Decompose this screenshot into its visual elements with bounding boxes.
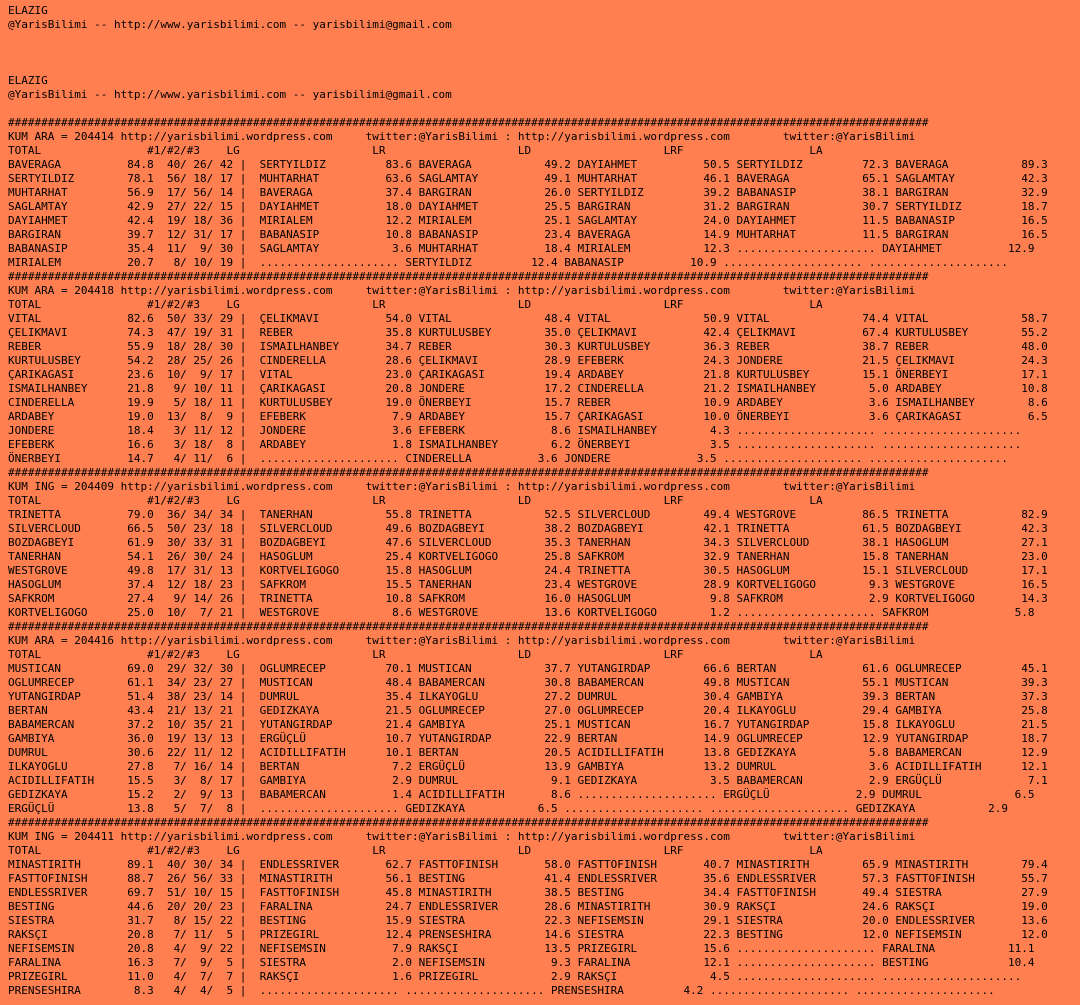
text-line: ELAZIG <box>8 74 48 87</box>
text-line: ARDABEY 19.0 13/ 8/ 9 | EFEBERK 7.9 ARDABEY 15.7 ÇARIKAGASI 10.0 ÖNERBEYI 3.6 ÇARIKAGASI 6.5 <box>8 410 1048 423</box>
text-line: GEDIZKAYA 15.2 2/ 9/ 13 | BABAMERCAN 1.4 ACIDILLIFATIH 8.6 ..................... ERGÜÇLÜ 2.9 DUMRUL 6.5 <box>8 788 1035 801</box>
text-line: PRIZEGIRL 11.0 4/ 7/ 7 | RAKSÇI 1.6 PRIZEGIRL 2.9 RAKSÇI 4.5 ..................... ..................... <box>8 970 1022 983</box>
text-line: REBER 55.9 18/ 28/ 30 | ISMAILHANBEY 34.7 REBER 30.3 KURTULUSBEY 36.3 REBER 38.7 REBER 48.0 <box>8 340 1048 353</box>
text-line: KUM ING = 204409 http://yarisbilimi.wordpress.com twitter:@YarisBilimi : http://yarisbilimi.wordpress.com twitter:@YarisBilimi <box>8 480 916 493</box>
text-line: CINDERELLA 19.9 5/ 18/ 11 | KURTULUSBEY 19.0 ÖNERBEYI 15.7 REBER 10.9 ARDABEY 3.6 ISMAILHANBEY 8.6 <box>8 396 1048 409</box>
text-line: @YarisBilimi -- http://www.yarisbilimi.com -- yarisbilimi@gmail.com <box>8 88 452 101</box>
text-line <box>8 60 1080 74</box>
text-line: ÖNERBEYI 14.7 4/ 11/ 6 | ..................... CINDERELLA 3.6 JONDERE 3.5 ..................... ..................... <box>8 452 1009 465</box>
text-line: HASOGLUM 37.4 12/ 18/ 23 | SAFKROM 15.5 TANERHAN 23.4 WESTGROVE 28.9 KORTVELIGOGO 9.3 WESTGROVE 16.5 <box>8 578 1048 591</box>
text-line: TRINETTA 79.0 36/ 34/ 34 | TANERHAN 55.8 TRINETTA 52.5 SILVERCLOUD 49.4 WESTGROVE 86.5 TRINETTA 82.9 <box>8 508 1048 521</box>
text-line <box>8 46 1080 60</box>
text-line: ########################################################################################################################################### <box>8 116 929 129</box>
text-line: FARALINA 16.3 7/ 9/ 5 | SIESTRA 2.0 NEFISEMSIN 9.3 FARALINA 12.1 ..................... BESTING 10.4 <box>8 956 1035 969</box>
text-line: TOTAL #1/#2/#3 LG LR LD LRF LA <box>8 298 823 311</box>
text-line: KUM ING = 204411 http://yarisbilimi.wordpress.com twitter:@YarisBilimi : http://yarisbilimi.wordpress.com twitter:@YarisBilimi <box>8 830 916 843</box>
text-line: OGLUMRECEP 61.1 34/ 23/ 27 | MUSTICAN 48.4 BABAMERCAN 30.8 BABAMERCAN 49.8 MUSTICAN 55.1 MUSTICAN 39.3 <box>8 676 1048 689</box>
text-line: GAMBIYA 36.0 19/ 13/ 13 | ERGÜÇLÜ 10.7 YUTANGIRDAP 22.9 BERTAN 14.9 OGLUMRECEP 12.9 YUTANGIRDAP 18.7 <box>8 732 1048 745</box>
text-line: BAVERAGA 84.8 40/ 26/ 42 | SERTYILDIZ 83.6 BAVERAGA 49.2 DAYIAHMET 50.5 SERTYILDIZ 72.3 BAVERAGA 89.3 <box>8 158 1048 171</box>
text-line: MUSTICAN 69.0 29/ 32/ 30 | OGLUMRECEP 70.1 MUSTICAN 37.7 YUTANGIRDAP 66.6 BERTAN 61.6 OGLUMRECEP 45.1 <box>8 662 1048 675</box>
text-line: FASTTOFINISH 88.7 26/ 56/ 33 | MINASTIRITH 56.1 BESTING 41.4 ENDLESSRIVER 35.6 ENDLESSRIVER 57.3 FASTTOFINISH 55.7 <box>8 872 1048 885</box>
text-line: ACIDILLIFATIH 15.5 3/ 8/ 17 | GAMBIYA 2.9 DUMRUL 9.1 GEDIZKAYA 3.5 BABAMERCAN 2.9 ERGÜÇLÜ 7.1 <box>8 774 1048 787</box>
text-line <box>8 32 1080 46</box>
text-line: KUM ARA = 204414 http://yarisbilimi.wordpress.com twitter:@YarisBilimi : http://yarisbilimi.wordpress.com twitter:@YarisBilimi <box>8 130 916 143</box>
text-line: TOTAL #1/#2/#3 LG LR LD LRF LA <box>8 844 823 857</box>
text-line: ########################################################################################################################################### <box>8 270 929 283</box>
text-line: SERTYILDIZ 78.1 56/ 18/ 17 | MUHTARHAT 63.6 SAGLAMTAY 49.1 MUHTARHAT 46.1 BAVERAGA 65.1 SAGLAMTAY 42.3 <box>8 172 1048 185</box>
text-line: KURTULUSBEY 54.2 28/ 25/ 26 | CINDERELLA 28.6 ÇELIKMAVI 28.9 EFEBERK 24.3 JONDERE 21.5 ÇELIKMAVI 24.3 <box>8 354 1048 367</box>
text-line <box>8 102 1080 116</box>
text-line: DUMRUL 30.6 22/ 11/ 12 | ACIDILLIFATIH 10.1 BERTAN 20.5 ACIDILLIFATIH 13.8 GEDIZKAYA 5.8 BABAMERCAN 12.9 <box>8 746 1048 759</box>
text-line: DAYIAHMET 42.4 19/ 18/ 36 | MIRIALEM 12.2 MIRIALEM 25.1 SAGLAMTAY 24.0 DAYIAHMET 11.5 BABANASIP 16.5 <box>8 214 1048 227</box>
text-line: ÇELIKMAVI 74.3 47/ 19/ 31 | REBER 35.8 KURTULUSBEY 35.0 ÇELIKMAVI 42.4 ÇELIKMAVI 67.4 KURTULUSBEY 55.2 <box>8 326 1048 339</box>
text-line: SAGLAMTAY 42.9 27/ 22/ 15 | DAYIAHMET 18.0 DAYIAHMET 25.5 BARGIRAN 31.2 BARGIRAN 30.7 SERTYILDIZ 18.7 <box>8 200 1048 213</box>
text-line: TOTAL #1/#2/#3 LG LR LD LRF LA <box>8 648 823 661</box>
text-line: JONDERE 18.4 3/ 11/ 12 | JONDERE 3.6 EFEBERK 8.6 ISMAILHANBEY 4.3 ..................... ..................... <box>8 424 1022 437</box>
text-line: BARGIRAN 39.7 12/ 31/ 17 | BABANASIP 10.8 BABANASIP 23.4 BAVERAGA 14.9 MUHTARHAT 11.5 BARGIRAN 16.5 <box>8 228 1048 241</box>
text-line: ELAZIG <box>8 4 48 17</box>
text-line: BOZDAGBEYI 61.9 30/ 33/ 31 | BOZDAGBEYI 47.6 SILVERCLOUD 35.3 TANERHAN 34.3 SILVERCLOUD 38.1 HASOGLUM 27.1 <box>8 536 1048 549</box>
text-line: @YarisBilimi -- http://www.yarisbilimi.com -- yarisbilimi@gmail.com <box>8 18 452 31</box>
text-line: WESTGROVE 49.8 17/ 31/ 13 | KORTVELIGOGO 15.8 HASOGLUM 24.4 TRINETTA 30.5 HASOGLUM 15.1 SILVERCLOUD 17.1 <box>8 564 1048 577</box>
text-line: VITAL 82.6 50/ 33/ 29 | ÇELIKMAVI 54.0 VITAL 48.4 VITAL 50.9 VITAL 74.4 VITAL 58.7 <box>8 312 1048 325</box>
text-line: KORTVELIGOGO 25.0 10/ 7/ 21 | WESTGROVE 8.6 WESTGROVE 13.6 KORTVELIGOGO 1.2 ..................... SAFKROM 5.8 <box>8 606 1035 619</box>
text-line: MIRIALEM 20.7 8/ 10/ 19 | ..................... SERTYILDIZ 12.4 BABANASIP 10.9 ..................... ..................... <box>8 256 1009 269</box>
text-line: PRENSESHIRA 8.3 4/ 4/ 5 | ..................... ..................... PRENSESHIRA 4.2 ..................... ..................... <box>8 984 995 997</box>
text-line: ENDLESSRIVER 69.7 51/ 10/ 15 | FASTTOFINISH 45.8 MINASTIRITH 38.5 BESTING 34.4 FASTTOFINISH 49.4 SIESTRA 27.9 <box>8 886 1048 899</box>
text-line: MINASTIRITH 89.1 40/ 30/ 34 | ENDLESSRIVER 62.7 FASTTOFINISH 58.0 FASTTOFINISH 40.7 MINASTIRITH 65.9 MINASTIRITH 79.4 <box>8 858 1048 871</box>
text-line: KUM ARA = 204418 http://yarisbilimi.wordpress.com twitter:@YarisBilimi : http://yarisbilimi.wordpress.com twitter:@YarisBilimi <box>8 284 916 297</box>
text-line: EFEBERK 16.6 3/ 18/ 8 | ARDABEY 1.8 ISMAILHANBEY 6.2 ÖNERBEYI 3.5 ..................... ..................... <box>8 438 1022 451</box>
text-line: ISMAILHANBEY 21.8 9/ 10/ 11 | ÇARIKAGASI 20.8 JONDERE 17.2 CINDERELLA 21.2 ISMAILHANBEY 5.0 ARDABEY 10.8 <box>8 382 1048 395</box>
text-line: ÇARIKAGASI 23.6 10/ 9/ 17 | VITAL 23.0 ÇARIKAGASI 19.4 ARDABEY 21.8 KURTULUSBEY 15.1 ÖNERBEYI 17.1 <box>8 368 1048 381</box>
text-line: TOTAL #1/#2/#3 LG LR LD LRF LA <box>8 494 823 507</box>
text-line: ERGÜÇLÜ 13.8 5/ 7/ 8 | ..................... GEDIZKAYA 6.5 ..................... ..................... GEDIZKAYA 2.9 <box>8 802 1009 815</box>
text-line: TOTAL #1/#2/#3 LG LR LD LRF LA <box>8 144 823 157</box>
text-line: MUHTARHAT 56.9 17/ 56/ 14 | BAVERAGA 37.4 BARGIRAN 26.0 SERTYILDIZ 39.2 BABANASIP 38.1 BARGIRAN 32.9 <box>8 186 1048 199</box>
text-line: BABAMERCAN 37.2 10/ 35/ 21 | YUTANGIRDAP 21.4 GAMBIYA 25.1 MUSTICAN 16.7 YUTANGIRDAP 15.8 ILKAYOGLU 21.5 <box>8 718 1048 731</box>
text-line: KUM ARA = 204416 http://yarisbilimi.wordpress.com twitter:@YarisBilimi : http://yarisbilimi.wordpress.com twitter:@YarisBilimi <box>8 634 916 647</box>
text-line: ILKAYOGLU 27.8 7/ 16/ 14 | BERTAN 7.2 ERGÜÇLÜ 13.9 GAMBIYA 13.2 DUMRUL 3.6 ACIDILLIFATIH 12.1 <box>8 760 1048 773</box>
text-line: YUTANGIRDAP 51.4 38/ 23/ 14 | DUMRUL 35.4 ILKAYOGLU 27.2 DUMRUL 30.4 GAMBIYA 39.3 BERTAN 37.3 <box>8 690 1048 703</box>
text-line: SAFKROM 27.4 9/ 14/ 26 | TRINETTA 10.8 SAFKROM 16.0 HASOGLUM 9.8 SAFKROM 2.9 KORTVELIGOGO 14.3 <box>8 592 1048 605</box>
text-line: BABANASIP 35.4 11/ 9/ 30 | SAGLAMTAY 3.6 MUHTARHAT 18.4 MIRIALEM 12.3 ..................... DAYIAHMET 12.9 <box>8 242 1035 255</box>
text-line: SIESTRA 31.7 8/ 15/ 22 | BESTING 15.9 SIESTRA 22.3 NEFISEMSIN 29.1 SIESTRA 20.0 ENDLESSRIVER 13.6 <box>8 914 1048 927</box>
text-line: BESTING 44.6 20/ 20/ 23 | FARALINA 24.7 ENDLESSRIVER 28.6 MINASTIRITH 30.9 RAKSÇI 24.6 RAKSÇI 19.0 <box>8 900 1048 913</box>
text-line: ########################################################################################################################################### <box>8 466 929 479</box>
text-line: SILVERCLOUD 66.5 50/ 23/ 18 | SILVERCLOUD 49.6 BOZDAGBEYI 38.2 BOZDAGBEYI 42.1 TRINETTA 61.5 BOZDAGBEYI 42.3 <box>8 522 1048 535</box>
text-line: RAKSÇI 20.8 7/ 11/ 5 | PRIZEGIRL 12.4 PRENSESHIRA 14.6 SIESTRA 22.3 BESTING 12.0 NEFISEMSIN 12.0 <box>8 928 1048 941</box>
text-line: BERTAN 43.4 21/ 13/ 21 | GEDIZKAYA 21.5 OGLUMRECEP 27.0 OGLUMRECEP 20.4 ILKAYOGLU 29.4 GAMBIYA 25.8 <box>8 704 1048 717</box>
text-line: ########################################################################################################################################### <box>8 620 929 633</box>
text-line: ########################################################################################################################################### <box>8 816 929 829</box>
text-line: NEFISEMSIN 20.8 4/ 9/ 22 | NEFISEMSIN 7.9 RAKSÇI 13.5 PRIZEGIRL 15.6 ..................... FARALINA 11.1 <box>8 942 1035 955</box>
text-line: TANERHAN 54.1 26/ 30/ 24 | HASOGLUM 25.4 KORTVELIGOGO 25.8 SAFKROM 32.9 TANERHAN 15.8 TANERHAN 23.0 <box>8 550 1048 563</box>
